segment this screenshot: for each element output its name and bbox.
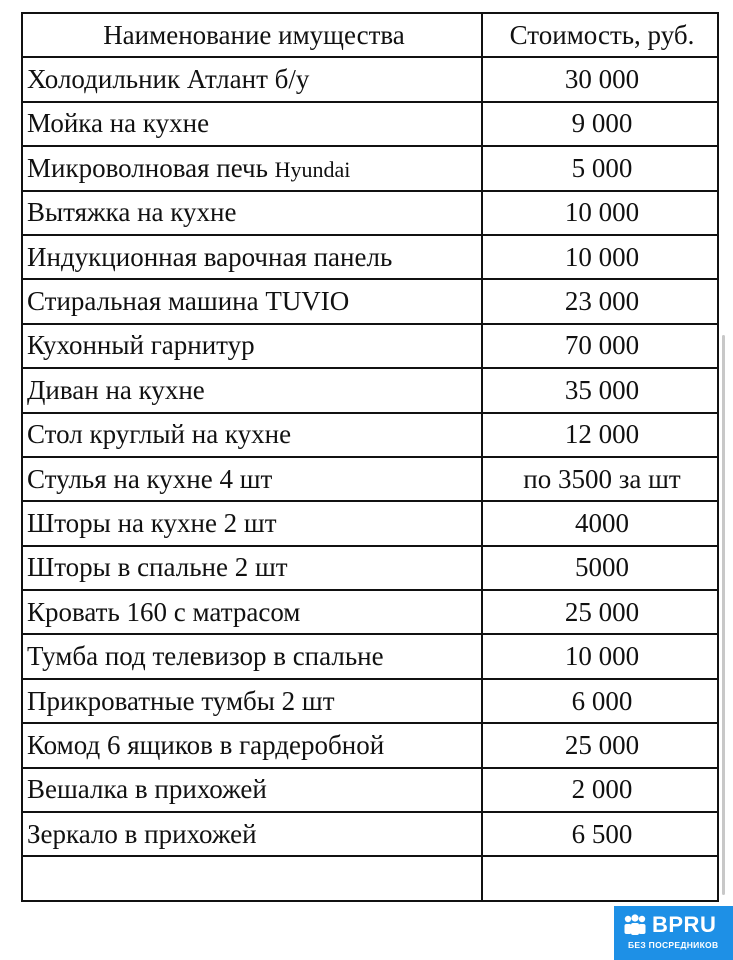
cost-cell: 12 000 <box>482 413 718 457</box>
item-cell <box>22 146 482 190</box>
table-row <box>22 102 718 146</box>
table-row <box>22 723 718 767</box>
item-cell <box>22 102 482 146</box>
item-name: Мойка на кухне <box>27 108 210 139</box>
cost-cell: 5000 <box>482 546 718 590</box>
item-cell <box>22 856 482 900</box>
table-row <box>22 57 718 101</box>
badge-tagline: БЕЗ ПОСРЕДНИКОВ <box>628 940 719 950</box>
table-row <box>22 546 718 590</box>
table-row <box>22 590 718 634</box>
table-row <box>22 856 718 900</box>
item-cell <box>22 235 482 279</box>
item-name: Диван на кухне <box>27 374 205 405</box>
cost-cell: 2 000 <box>482 768 718 812</box>
bpru-badge[interactable] <box>614 906 733 960</box>
item-cell <box>22 812 482 856</box>
header-row <box>22 13 718 57</box>
cost-cell: 4000 <box>482 501 718 545</box>
header-cost: Стоимость, руб. <box>482 13 718 57</box>
item-name: Шторы в спальне 2 шт <box>27 552 288 583</box>
cost-cell: 6 000 <box>482 679 718 723</box>
item-name: Стулья на кухне 4 шт <box>27 463 273 494</box>
cost-cell: 6 500 <box>482 812 718 856</box>
cost-cell: 30 000 <box>482 57 718 101</box>
cost-cell: 10 000 <box>482 235 718 279</box>
item-cell <box>22 546 482 590</box>
item-name: Шторы на кухне 2 шт <box>27 507 277 538</box>
item-name: Вытяжка на кухне <box>27 197 237 228</box>
table-row <box>22 679 718 723</box>
scrollbar[interactable] <box>722 335 725 895</box>
item-cell <box>22 634 482 678</box>
item-name: Микроволновая печь <box>27 152 268 183</box>
table-row <box>22 812 718 856</box>
table-row <box>22 324 718 368</box>
item-name: Стол круглый на кухне <box>27 419 292 450</box>
item-name: Зеркало в прихожей <box>27 818 257 849</box>
item-cell <box>22 590 482 634</box>
cost-cell: 35 000 <box>482 368 718 412</box>
cost-cell: 25 000 <box>482 590 718 634</box>
table-row <box>22 368 718 412</box>
item-name: Индукционная варочная панель <box>27 241 393 272</box>
item-name: Вешалка в прихожей <box>27 774 267 805</box>
table-row <box>22 413 718 457</box>
cost-cell <box>482 856 718 900</box>
cost-cell: 10 000 <box>482 634 718 678</box>
item-cell <box>22 368 482 412</box>
table-row <box>22 279 718 323</box>
header-item: Наименование имущества <box>22 13 482 57</box>
item-name: Кухонный гарнитур <box>27 330 255 361</box>
table-row <box>22 146 718 190</box>
table-row <box>22 235 718 279</box>
cost-cell: 25 000 <box>482 723 718 767</box>
cost-cell: 10 000 <box>482 191 718 235</box>
item-cell <box>22 324 482 368</box>
cost-cell: 5 000 <box>482 146 718 190</box>
item-cell <box>22 457 482 501</box>
item-cell <box>22 768 482 812</box>
item-name: Кровать 160 с матрасом <box>27 596 301 627</box>
table-row <box>22 457 718 501</box>
item-cell <box>22 57 482 101</box>
item-cell <box>22 279 482 323</box>
table-row <box>22 634 718 678</box>
item-name: Тумба под телевизор в спальне <box>27 641 384 672</box>
item-cell <box>22 413 482 457</box>
cost-cell: 70 000 <box>482 324 718 368</box>
item-name: Комод 6 ящиков в гардеробной <box>27 729 385 760</box>
inventory-table <box>21 12 719 902</box>
cost-cell: 23 000 <box>482 279 718 323</box>
item-name: Холодильник Атлант б/у <box>27 64 310 95</box>
badge-brand: BPRU <box>652 912 717 937</box>
table-row <box>22 501 718 545</box>
item-brand: Hyundai <box>274 156 351 182</box>
item-cell <box>22 723 482 767</box>
item-name: Прикроватные тумбы 2 шт <box>27 685 335 716</box>
table-row <box>22 191 718 235</box>
table-row <box>22 768 718 812</box>
item-cell <box>22 679 482 723</box>
item-name: Стиральная машина TUVIO <box>27 286 350 317</box>
item-cell <box>22 191 482 235</box>
cost-cell: 9 000 <box>482 102 718 146</box>
people-icon <box>622 914 648 936</box>
item-cell <box>22 501 482 545</box>
cost-cell: по 3500 за шт <box>482 457 718 501</box>
